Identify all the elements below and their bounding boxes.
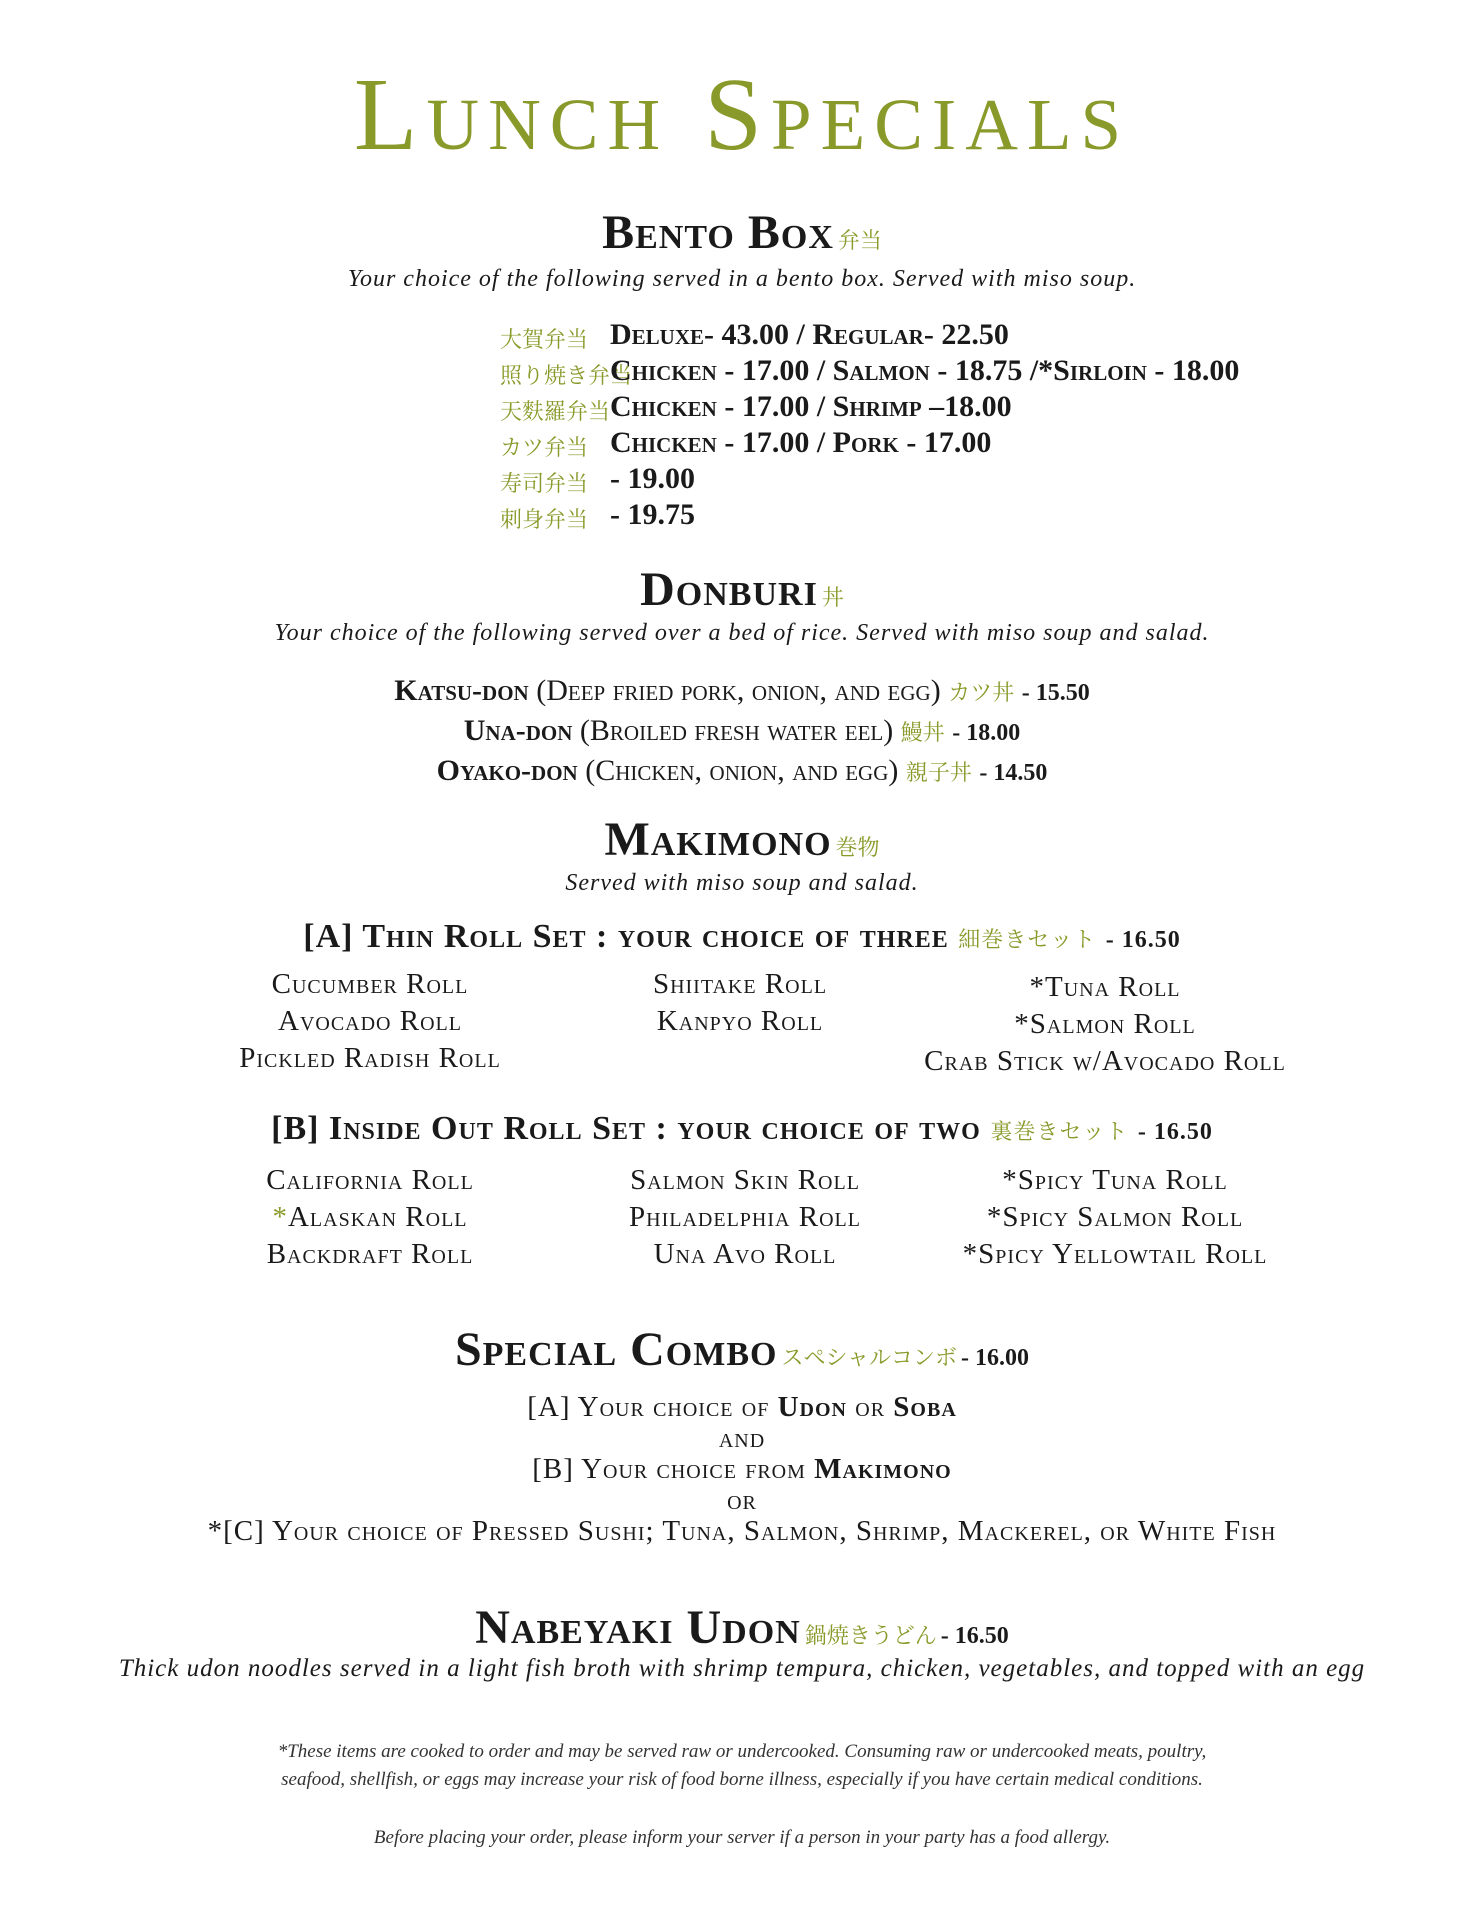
raw-marker-icon: * <box>272 1201 288 1233</box>
nabeyaki-description: Thick udon noodles served in a light fish broth with shrimp tempura, chicken, vegetables, and topped with an egg <box>118 1655 1366 1682</box>
roll-column <box>585 1162 905 1273</box>
nabeyaki-heading-text: Nabeyaki Udon <box>475 1601 801 1654</box>
notice-line: *These items are cooked to order and may be served raw or undercooked. Consuming raw or undercooked meats, poultry, <box>277 1741 1207 1762</box>
menu-item <box>0 752 1484 792</box>
makimono-heading-jp: 巻物 <box>835 836 880 861</box>
combo-or: or <box>727 1484 757 1516</box>
list-item: *Tuna Roll <box>1029 971 1181 1003</box>
item-jp: 大賀弁当 <box>500 328 589 353</box>
set-label: [A] Thin Roll Set : your choice of three <box>303 918 949 955</box>
list-item: California Roll <box>266 1164 474 1196</box>
item-name: Una-don <box>463 714 573 747</box>
donburi-description: Your choice of the following served over a bed of rice. Served with miso soup and salad. <box>274 620 1210 646</box>
item-jp: 親子丼 <box>905 761 972 786</box>
item-options: Chicken - 17.00 / Pork - 17.00 <box>610 426 992 459</box>
item-jp: 天麩羅弁当 <box>500 400 611 425</box>
item-detail: (Broiled fresh water eel) <box>579 714 894 747</box>
item-options: Deluxe- 43.00 / Regular- 22.50 <box>610 318 1009 351</box>
set-price: - 16.50 <box>1105 927 1181 953</box>
set-price: - 16.50 <box>1137 1119 1213 1145</box>
roll-column <box>885 969 1325 1080</box>
thin-roll-set-heading <box>0 918 1484 956</box>
list-item: Kanpyo Roll <box>656 1005 824 1037</box>
list-item: *Spicy Salmon Roll <box>986 1201 1244 1233</box>
list-item: Philadelphia Roll <box>629 1201 861 1233</box>
item-price: - 14.50 <box>979 760 1048 786</box>
page-title: Lunch Specials <box>353 57 1131 172</box>
combo-text: [A] Your choice of <box>527 1391 770 1423</box>
bento-description: Your choice of the following served in a bento box. Served with miso soup. <box>347 266 1137 292</box>
item-jp: 寿司弁当 <box>500 472 589 497</box>
nabeyaki-heading <box>0 1600 1484 1655</box>
list-item: Avocado Roll <box>278 1005 462 1037</box>
item-name: Oyako-don <box>436 754 578 787</box>
list-item: Cucumber Roll <box>271 968 469 1000</box>
makimono-description: Served with miso soup and salad. <box>565 870 919 896</box>
item-name: Katsu-don <box>394 674 529 707</box>
combo-heading-jp: スペシャルコンボ <box>781 1346 958 1371</box>
item-jp: 鰻丼 <box>900 721 945 746</box>
allergy-notice: Before placing your order, please inform your server if a person in your party has a food allergy. <box>373 1827 1111 1848</box>
list-item: *Alaskan Roll <box>272 1201 468 1233</box>
makimono-heading-text: Makimono <box>604 813 832 866</box>
inside-out-roll-set-heading <box>0 1110 1484 1148</box>
makimono-heading <box>0 812 1484 867</box>
list-item: *Spicy Yellowtail Roll <box>962 1238 1268 1270</box>
donburi-list <box>0 672 1484 792</box>
combo-line-c: *[C] Your choice of Pressed Sushi; Tuna, Salmon, Shrimp, Mackerel, or White Fish <box>207 1515 1277 1547</box>
list-item: Shiitake Roll <box>652 968 828 1000</box>
combo-price: - 16.00 <box>961 1345 1030 1371</box>
combo-udon: Udon <box>777 1391 847 1423</box>
set-jp: 細巻きセット <box>958 928 1097 953</box>
list-item: Backdraft Roll <box>266 1238 474 1270</box>
menu-item <box>0 672 1484 712</box>
combo-options <box>0 1392 1484 1547</box>
item-options: Chicken - 17.00 / Shrimp –18.00 <box>610 390 1012 423</box>
item-jp: カツ丼 <box>948 681 1015 706</box>
combo-heading <box>0 1322 1484 1377</box>
donburi-heading <box>0 562 1484 617</box>
item-price: - 18.00 <box>952 720 1021 746</box>
combo-line-a <box>0 1392 1484 1423</box>
list-item: Crab Stick w/Avocado Roll <box>924 1045 1286 1077</box>
list-item: Pickled Radish Roll <box>239 1042 501 1074</box>
combo-and: and <box>718 1422 766 1454</box>
set-jp: 裏巻きセット <box>990 1120 1129 1145</box>
combo-text: or <box>855 1391 886 1423</box>
item-price: - 15.50 <box>1021 680 1090 706</box>
nabeyaki-heading-jp: 鍋焼きうどん <box>804 1624 937 1649</box>
roll-column <box>925 1162 1305 1273</box>
bento-heading <box>0 205 1484 260</box>
roll-column <box>210 966 530 1077</box>
bento-heading-text: Bento Box <box>602 206 834 259</box>
item-options: - 19.75 <box>610 498 695 531</box>
list-item: *Salmon Roll <box>1014 1008 1196 1040</box>
set-label: [B] Inside Out Roll Set : your choice of two <box>271 1110 981 1147</box>
raw-food-notice <box>0 1738 1484 1794</box>
item-options: - 19.00 <box>610 462 695 495</box>
item-jp: 照り焼き弁当 <box>500 364 633 389</box>
combo-text: [B] Your choice from <box>532 1453 806 1485</box>
combo-line-b <box>0 1454 1484 1485</box>
list-item: *Spicy Tuna Roll <box>1002 1164 1228 1196</box>
roll-column <box>220 1162 520 1273</box>
item-jp: カツ弁当 <box>500 436 589 461</box>
list-item: Salmon Skin Roll <box>630 1164 860 1196</box>
donburi-heading-jp: 丼 <box>821 586 844 611</box>
item-detail: (Chicken, onion, and egg) <box>585 754 899 787</box>
roll-column <box>600 966 880 1040</box>
item-options: Chicken - 17.00 / Salmon - 18.75 /*Sirloin - 18.00 <box>610 354 1240 387</box>
notice-line: seafood, shellfish, or eggs may increase your risk of food borne illness, especially if you have certain medical conditions. <box>281 1769 1203 1790</box>
combo-soba: Soba <box>893 1391 957 1423</box>
bento-heading-jp: 弁当 <box>837 229 882 254</box>
list-item: Una Avo Roll <box>653 1238 837 1270</box>
nabeyaki-price: - 16.50 <box>940 1623 1009 1649</box>
combo-makimono: Makimono <box>814 1453 952 1485</box>
item-jp: 刺身弁当 <box>500 508 589 533</box>
combo-heading-text: Special Combo <box>454 1323 778 1376</box>
item-detail: (Deep fried pork, onion, and egg) <box>536 674 941 707</box>
menu-item <box>0 712 1484 752</box>
donburi-heading-text: Donburi <box>640 563 818 616</box>
